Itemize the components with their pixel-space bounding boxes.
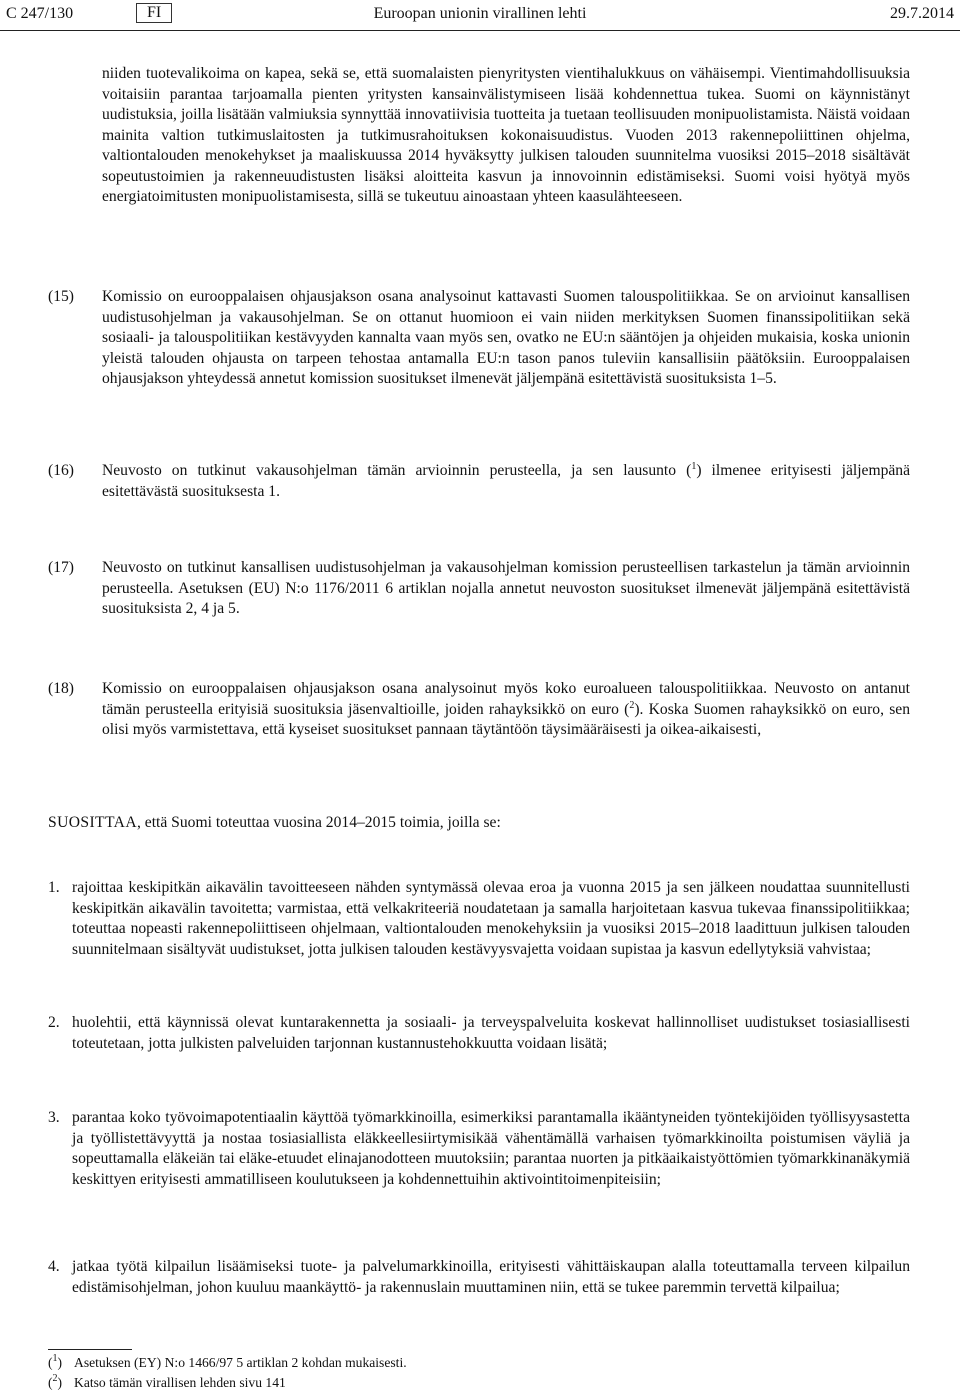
recital-text-part: Komissio on eurooppalaisen ohjausjakson osana analysoinut myös koko euroalueen talouspolitiikkaa. Neuvosto on antanut tämän perusteella erityisiä suosituksia jäsenvaltioille, joiden rahayksikkö on euro ( [102, 680, 910, 718]
header-divider [0, 30, 960, 31]
recital-text [102, 679, 910, 741]
recommendation-text: jatkaa työtä kilpailun lisäämiseksi tuote- ja palvelumarkkinoilla, erityisesti vähittäiskaupan alalla toteuttamalla terveen kilpailun edistämisohjelman, johon kuuluu maankäyttö- ja rakennuslain muuttaminen niin, että se tukee paremmin tervettä kilpailua; [72, 1258, 910, 1296]
recommendation-text: huolehtii, että käynnissä olevat kuntarakennetta ja sosiaali- ja terveyspalveluita koskevat hallinnolliset uudistukset tosiasiallisesti toteutetaan, jotta julkisten palveluiden tarjonnan kustannustehokkuutta voidaan lisätä; [72, 1014, 910, 1052]
recommendation-number: 1. [48, 879, 60, 896]
footnote-1 [48, 1354, 407, 1372]
recommendation-text: parantaa koko työvoimapotentiaalin käyttöä työmarkkinoilla, esimerkiksi parantamalla ikääntyneiden työntekijöiden työllisyysastetta ja työllistettävyyttä ja nostaa tosiasiallista eläkkeellesiirtymisikää vähentämällä varhaisen työmarkkinoilta poistumisen väyliä ja sopeuttamalla eläkeiän tai eläke-etuudet elinajanodotteen muutoksiin; parantaa nuorten ja pitkäaikaistyöttömien työmarkkinanäkymiä keskittyen erityisesti ammatilliseen koulutukseen ja kohdennettuihin aktivointitoimenpiteisiin; [72, 1109, 910, 1188]
recital-number: (15) [48, 288, 74, 305]
recommendation-number: 3. [48, 1109, 60, 1126]
footnote-marker: ($^1$) [48, 1353, 63, 1370]
intro-paragraph: niiden tuotevalikoima on kapea, sekä se, että suomalaisten pienyritysten vientihalukkuus on vähäisempi. Vientimahdollisuuksia voitaisiin parantaa tarjoamalla pienten yritysten kansainvälistymiseen lisää kohdennettua tukea. Suomi on käynnistänyt uudistuksia, joilla lisätään valmiuksia synnyttää innovatiivisia tuotteita ja tuetaan teollisuuden monipuolistamista. Näistä voidaan mainita valtion tutkimuslaitosten ja tutkimusrahoituksen kokonaisuudistus. Vuoden 2013 rakennepoliittinen ohjelma, valtiontalouden menokehykset ja maaliskuussa 2014 hyväksytty julkisen talouden suunnitelma vuosiksi 2015–2018 sisältävät sopeutustoimien ja rakenneuudistusten lisäksi aloitteita kasvun ja innovoinnin edistämiseksi. Suomi voisi hyötyä myös energiatoimitusten monipuolistamisesta, sillä se tukeutuu ainoastaan yhteen kaasulähteeseen. [102, 65, 910, 205]
document-reference: C 247/130 [6, 5, 74, 22]
recital-text-part: ) ilmenee erityisesti jäljempänä esitettävästä suosituksesta 1. [102, 462, 911, 500]
recital-text: Neuvosto on tutkinut kansallisen uudistusohjelman ja vakausohjelman komission perusteellisen tarkastelun ja tämän arvioinnin perusteella. Asetuksen (EU) N:o 1176/2011 6 artiklan nojalla annetut neuvoston suositukset ilmenevät jäljempänä esitettävistä suosituksista 2, 4 ja 5. [102, 559, 910, 617]
recital-text: Komissio on eurooppalaisen ohjausjakson osana analysoinut kattavasti Suomen talouspolitiikkaa. Se on arvioinut kansallisen uudistusohjelman ja vakausohjelman. Se on ottanut huomioon ei vain niiden merkityksen Suomen finanssipolitiikan sekä sosiaali- ja talouspolitiikan kestävyyden kannalta vaan myös sen, ovatko ne EU:n sääntöjen ja ohjeiden mukaisia, koska unionin yleistä talouden ohjausta on tarpeen tehostaa antamalla EU:n tason panos tuleviin kansallisiin päätöksiin. Eurooppalaisen ohjausjakson yhteydessä annetut komission suositukset ilmenevät jäljempänä esitettävistä suosituksista 1–5. [102, 288, 910, 387]
recommendation-number: 2. [48, 1014, 60, 1031]
language-code-box: FI [136, 3, 172, 23]
recommends-rest: , että Suomi toteuttaa vuosina 2014–2015 toimia, joilla se: [136, 814, 501, 831]
page-header [0, 0, 960, 32]
recital-text [102, 461, 910, 502]
recital-number: (18) [48, 680, 74, 697]
recommends-statement [48, 814, 910, 832]
footnote-text: Asetuksen (EY) N:o 1466/97 5 artiklan 2 kohdan mukaisesti. [74, 1355, 407, 1370]
footnote-marker: ($^2$) [48, 1373, 63, 1390]
recommends-keyword: SUOSITTAA [48, 814, 137, 831]
footnote-2 [48, 1374, 286, 1392]
journal-title: Euroopan unionin virallinen lehti [373, 5, 587, 22]
recital-text-part: Neuvosto on tutkinut vakausohjelman tämän arvioinnin perusteella, ja sen lausunto ( [102, 462, 692, 479]
recital-number: (16) [48, 462, 74, 479]
footnote-reference[interactable]: 1 [691, 461, 697, 472]
footnote-text: Katso tämän virallisen lehden sivu 141 [74, 1375, 286, 1390]
footnote-divider [48, 1349, 132, 1350]
footnote-reference[interactable]: 2 [629, 699, 635, 711]
recommendation-text: rajoittaa keskipitkän aikavälin tavoitteeseen nähden syntymässä olevaa eroa ja vuonna 2015 ja sen jälkeen noudattaa suunnitellusti keskipitkän aikavälin tavoitetta; varmistaa, että velkakriteeriä noudatetaan ja samalla harjoitetaan kasvua tukevaa finanssipolitiikkaa; toteuttaa nopeasti rakennepoliittiseen ohjelmaan, valtiontalouden menokehyksiin ja vuosiksi 2015–2018 laadittuun julkisen talouden suunnitelmaan sisältyvät uudistukset, jotta julkisen talouden kestävyysvajetta voidaan supistaa ja kasvun edellytyksiä vahvistaa; [72, 879, 910, 958]
recommendation-number: 4. [48, 1258, 60, 1275]
recital-text-part: ). Koska Suomen rahayksikkö on euro, sen olisi myös varmistettava, että kyseiset suositukset pannaan täytäntöön täysimääräisesti ja oikea-aikaisesti, [102, 700, 910, 738]
publication-date: 29.7.2014 [890, 5, 954, 22]
recital-number: (17) [48, 559, 74, 576]
